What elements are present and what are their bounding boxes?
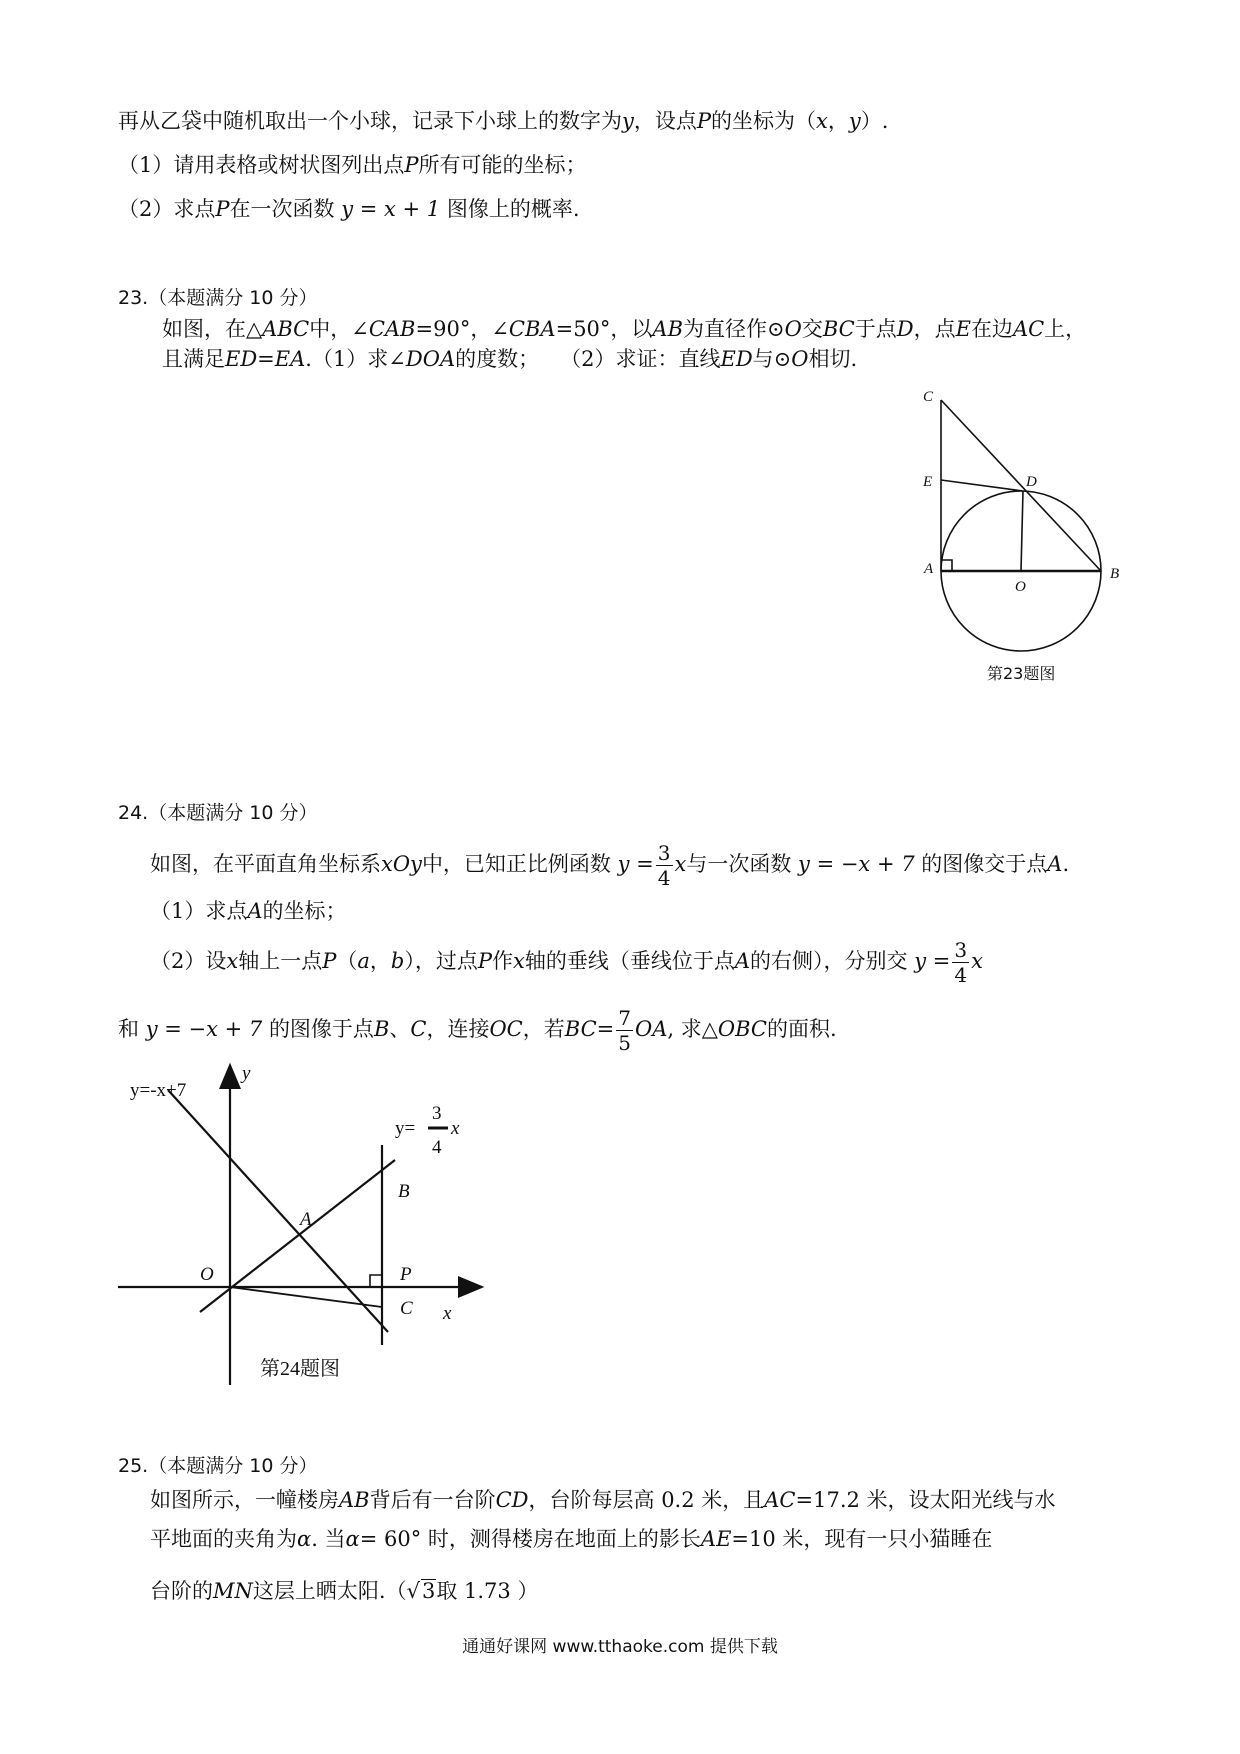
q23-label-a: A [924,561,934,577]
q24-label-o: O [200,1264,214,1285]
q23-figure [900,380,1160,680]
q22-part2: （2）求点P在一次函数 y = x + 1 图像上的概率. [118,197,580,221]
q23-text-line2: 且满足ED=EA.（1）求∠DOA的度数； （2）求证：直线ED与⊙O相切. [162,347,858,371]
q24-fraction-3-4: $\frac{3}{4}$ [657,841,671,890]
q23-segment-ed [941,480,1023,491]
q24-label-y-axis: y [242,1063,251,1084]
q24-label-line1-lhs: y= [395,1118,416,1139]
q24-line-y-neg-x-plus-7 [168,1090,388,1332]
q23-text-line1: 如图，在△ABC中，∠CAB=90°，∠CBA=50°，以AB为直径作⊙O交BC于点D，点E在边AC上， [162,317,1087,341]
q24-figure [110,1055,500,1385]
q24-label-line1-den: 4 [432,1137,442,1158]
q25-text-line2: 平地面的夹角为α. 当α= 60° 时，测得楼房在地面上的影长AE=10 米，现有一只小猫睡在 [150,1527,993,1551]
q24-segment-oc [230,1287,382,1307]
q23-header: 23.（本题满分 10 分） [118,287,318,309]
q25-text-line1: 如图所示，一幢楼房AB背后有一台阶CD，台阶每层高 0.2 米，且AC=17.2 米，设太阳光线与水 [150,1488,1056,1512]
q23-segment-od [1021,491,1023,571]
q22-text-line1: 再从乙袋中随机取出一个小球，记录下小球上的数字为y，设点P的坐标为（x，y）. [118,109,889,133]
q23-label-o: O [1015,579,1026,595]
q24-label-a: A [300,1209,312,1230]
q23-label-e: E [923,474,933,490]
q24-header: 24.（本题满分 10 分） [118,802,318,824]
q24-label-c: C [400,1298,413,1319]
q23-label-d: D [1026,474,1037,490]
q24-caption: 第24题图 [260,1358,340,1380]
q23-label-c: C [923,389,934,405]
q24-part1: （1）求点A的坐标； [150,899,347,923]
q24-text-line4: 和 y = −x + 7 的图像于点B、C，连接OC，若BC= $\frac{7}{5}$ OA, 求△OBC的面积. [118,1006,837,1055]
q24-fraction-3-4-b: $\frac{3}{4}$ [954,938,968,987]
q23-caption: 第23题图 [987,664,1056,683]
q23-right-angle-mark [941,560,952,571]
q24-label-line1-x: x [451,1118,460,1139]
q22-part1: （1）请用表格或树状图列出点P所有可能的坐标； [118,153,587,177]
q24-label-x-axis: x [443,1303,452,1324]
q25-header: 25.（本题满分 10 分） [118,1455,318,1477]
q24-label-line1-num: 3 [432,1103,442,1124]
q23-label-b: B [1110,566,1120,582]
q24-right-angle-mark [370,1275,382,1287]
q24-label-p: P [400,1264,412,1285]
q24-text-line1: 如图，在平面直角坐标系xOy中，已知正比例函数 y = $\frac{3}{4}$ x与一次函数 y = −x + 7 的图像交于点A. [150,841,1070,890]
q24-label-b: B [398,1181,410,1202]
q24-fraction-7-5: $\frac{7}{5}$ [618,1006,631,1055]
q24-label-line2: y=-x+7 [130,1080,187,1101]
q25-text-line3: 台阶的MN这层上晒太阳.（√3取 1.73 ） [150,1579,539,1603]
page-footer: 通通好课网 www.tthaoke.com 提供下载 [462,1637,778,1657]
q24-part2: （2）设x轴上一点P（a，b），过点P作x轴的垂线（垂线位于点A的右侧），分别交 y = $\frac{3}{4}$ x [150,938,983,987]
